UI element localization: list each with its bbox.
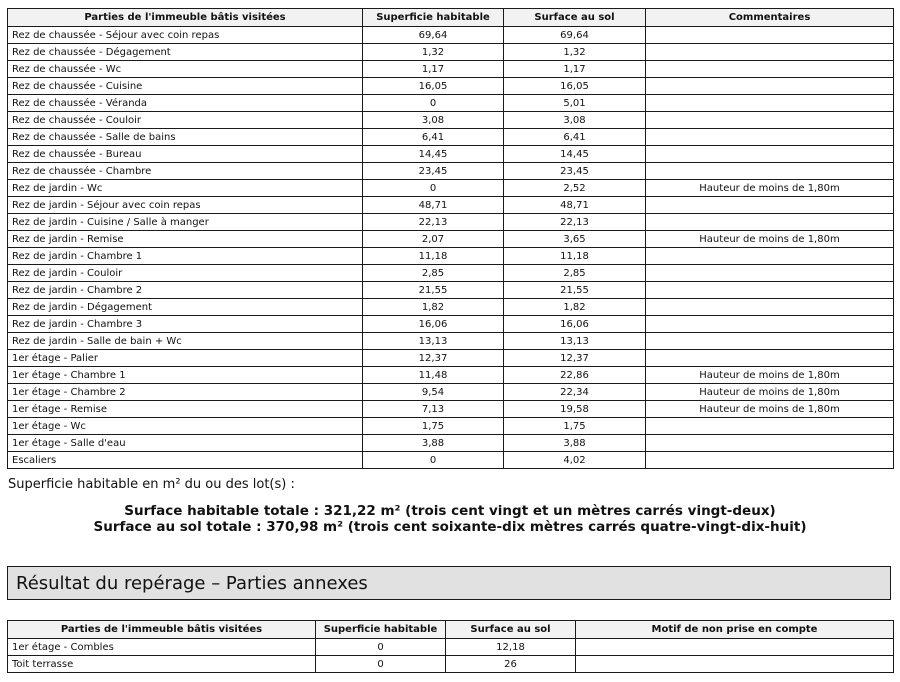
cell-superficie-habitable: 6,41: [363, 129, 504, 146]
cell-superficie-habitable: 3,08: [363, 112, 504, 129]
cell-surface-au-sol: 22,13: [504, 214, 646, 231]
table-row: [8, 367, 894, 384]
cell-superficie-habitable: 7,13: [363, 401, 504, 418]
table-row: [8, 44, 894, 61]
cell-surface-au-sol: 1,17: [504, 61, 646, 78]
cell-commentaire: [646, 316, 894, 333]
table-row: [8, 61, 894, 78]
cell-partie: 1er étage - Chambre 2: [8, 384, 363, 401]
cell-superficie-habitable: 22,13: [363, 214, 504, 231]
total-sol: Surface au sol totale : 370,98 m² (trois cent soixante-dix mètres carrés quatre-vingt-dix-huit): [93, 519, 807, 535]
header-commentaires: Commentaires: [646, 9, 894, 27]
cell-partie: Rez de chaussée - Séjour avec coin repas: [8, 27, 363, 44]
cell-surface-au-sol: 12,37: [504, 350, 646, 367]
cell-partie: Rez de chaussée - Wc: [8, 61, 363, 78]
cell-partie: Rez de jardin - Séjour avec coin repas: [8, 197, 363, 214]
table-row: [8, 27, 894, 44]
cell-surface-au-sol: 16,05: [504, 78, 646, 95]
cell-commentaire: [646, 197, 894, 214]
cell-commentaire: [646, 163, 894, 180]
cell-superficie-habitable: 1,17: [363, 61, 504, 78]
cell-partie: Rez de chaussée - Salle de bains: [8, 129, 363, 146]
cell-surface-au-sol: 16,06: [504, 316, 646, 333]
surface-table-body: [8, 27, 894, 469]
cell-motif: [576, 639, 894, 656]
cell-commentaire: [646, 248, 894, 265]
cell-partie: 1er étage - Combles: [8, 639, 316, 656]
cell-commentaire: [646, 95, 894, 112]
cell-commentaire: Hauteur de moins de 1,80m: [646, 401, 894, 418]
cell-superficie-habitable: 48,71: [363, 197, 504, 214]
cell-surface-au-sol: 1,75: [504, 418, 646, 435]
cell-commentaire: [646, 129, 894, 146]
cell-superficie-habitable: 23,45: [363, 163, 504, 180]
cell-surface-au-sol: 22,86: [504, 367, 646, 384]
cell-superficie-habitable: 12,37: [363, 350, 504, 367]
table-row: [8, 350, 894, 367]
cell-superficie-habitable: 13,13: [363, 333, 504, 350]
cell-superficie-habitable: 0: [363, 180, 504, 197]
cell-superficie-habitable: 21,55: [363, 282, 504, 299]
table-row: [8, 197, 894, 214]
annex-header-row: [8, 621, 894, 639]
annex-header-motif: Motif de non prise en compte: [576, 621, 894, 639]
cell-superficie-habitable: 0: [316, 639, 446, 656]
cell-partie: 1er étage - Salle d'eau: [8, 435, 363, 452]
cell-surface-au-sol: 48,71: [504, 197, 646, 214]
header-parties: Parties de l'immeuble bâtis visitées: [8, 9, 363, 27]
cell-commentaire: [646, 435, 894, 452]
cell-partie: Rez de jardin - Chambre 1: [8, 248, 363, 265]
cell-partie: Rez de jardin - Dégagement: [8, 299, 363, 316]
cell-commentaire: [646, 27, 894, 44]
table-row: [8, 418, 894, 435]
cell-surface-au-sol: 23,45: [504, 163, 646, 180]
cell-partie: Rez de jardin - Chambre 2: [8, 282, 363, 299]
cell-partie: Rez de jardin - Salle de bain + Wc: [8, 333, 363, 350]
cell-commentaire: [646, 78, 894, 95]
table-row: [8, 146, 894, 163]
cell-commentaire: [646, 350, 894, 367]
cell-superficie-habitable: 9,54: [363, 384, 504, 401]
cell-commentaire: [646, 452, 894, 469]
cell-partie: Rez de chaussée - Dégagement: [8, 44, 363, 61]
cell-surface-au-sol: 5,01: [504, 95, 646, 112]
cell-surface-au-sol: 19,58: [504, 401, 646, 418]
cell-surface-au-sol: 6,41: [504, 129, 646, 146]
cell-superficie-habitable: 0: [363, 95, 504, 112]
cell-surface-au-sol: 69,64: [504, 27, 646, 44]
table-row: [8, 452, 894, 469]
cell-superficie-habitable: 3,88: [363, 435, 504, 452]
cell-surface-au-sol: 4,02: [504, 452, 646, 469]
cell-commentaire: [646, 112, 894, 129]
cell-surface-au-sol: 13,13: [504, 333, 646, 350]
cell-superficie-habitable: 2,85: [363, 265, 504, 282]
cell-surface-au-sol: 3,88: [504, 435, 646, 452]
table-row: [8, 299, 894, 316]
cell-superficie-habitable: 16,05: [363, 78, 504, 95]
table-row: [8, 265, 894, 282]
table-row: [8, 384, 894, 401]
total-habitable: Surface habitable totale : 321,22 m² (trois cent vingt et un mètres carrés vingt-deux): [124, 503, 776, 519]
cell-partie: Escaliers: [8, 452, 363, 469]
cell-partie: Rez de jardin - Cuisine / Salle à manger: [8, 214, 363, 231]
table-row: [8, 333, 894, 350]
table-row: [8, 112, 894, 129]
cell-partie: Rez de jardin - Couloir: [8, 265, 363, 282]
cell-superficie-habitable: 0: [363, 452, 504, 469]
cell-partie: Rez de chaussée - Véranda: [8, 95, 363, 112]
cell-partie: Toit terrasse: [8, 656, 316, 673]
annex-header-superficie-habitable: Superficie habitable: [316, 621, 446, 639]
cell-superficie-habitable: 1,82: [363, 299, 504, 316]
cell-surface-au-sol: 26: [446, 656, 576, 673]
header-superficie-habitable: Superficie habitable: [363, 9, 504, 27]
cell-commentaire: [646, 44, 894, 61]
cell-superficie-habitable: 1,32: [363, 44, 504, 61]
cell-partie: Rez de chaussée - Couloir: [8, 112, 363, 129]
cell-commentaire: [646, 333, 894, 350]
cell-commentaire: [646, 282, 894, 299]
cell-commentaire: Hauteur de moins de 1,80m: [646, 231, 894, 248]
cell-superficie-habitable: 69,64: [363, 27, 504, 44]
table-row: [8, 163, 894, 180]
cell-superficie-habitable: 11,48: [363, 367, 504, 384]
cell-surface-au-sol: 21,55: [504, 282, 646, 299]
annex-table: [7, 620, 894, 673]
cell-partie: 1er étage - Wc: [8, 418, 363, 435]
table-row: [8, 435, 894, 452]
cell-surface-au-sol: 22,34: [504, 384, 646, 401]
cell-motif: [576, 656, 894, 673]
annex-row: [8, 639, 894, 656]
table-row: [8, 231, 894, 248]
table-row: [8, 95, 894, 112]
cell-surface-au-sol: 2,52: [504, 180, 646, 197]
header-surface-au-sol: Surface au sol: [504, 9, 646, 27]
cell-partie: Rez de jardin - Remise: [8, 231, 363, 248]
annex-table-body: [8, 639, 894, 673]
cell-superficie-habitable: 14,45: [363, 146, 504, 163]
table-row: [8, 248, 894, 265]
cell-surface-au-sol: 1,82: [504, 299, 646, 316]
cell-partie: Rez de chaussée - Chambre: [8, 163, 363, 180]
table-row: [8, 282, 894, 299]
cell-commentaire: [646, 265, 894, 282]
cell-partie: Rez de jardin - Chambre 3: [8, 316, 363, 333]
annex-row: [8, 656, 894, 673]
cell-commentaire: Hauteur de moins de 1,80m: [646, 180, 894, 197]
table-header-row: [8, 9, 894, 27]
surface-table: [7, 8, 894, 469]
annex-header-parties: Parties de l'immeuble bâtis visitées: [8, 621, 316, 639]
cell-superficie-habitable: 11,18: [363, 248, 504, 265]
cell-partie: Rez de chaussée - Cuisine: [8, 78, 363, 95]
table-row: [8, 180, 894, 197]
cell-commentaire: [646, 146, 894, 163]
cell-partie: 1er étage - Chambre 1: [8, 367, 363, 384]
cell-surface-au-sol: 1,32: [504, 44, 646, 61]
cell-commentaire: Hauteur de moins de 1,80m: [646, 384, 894, 401]
cell-commentaire: [646, 299, 894, 316]
cell-surface-au-sol: 11,18: [504, 248, 646, 265]
cell-partie: Rez de jardin - Wc: [8, 180, 363, 197]
cell-superficie-habitable: 1,75: [363, 418, 504, 435]
table-row: [8, 401, 894, 418]
cell-superficie-habitable: 16,06: [363, 316, 504, 333]
cell-surface-au-sol: 2,85: [504, 265, 646, 282]
cell-superficie-habitable: 2,07: [363, 231, 504, 248]
table-row: [8, 129, 894, 146]
cell-partie: 1er étage - Palier: [8, 350, 363, 367]
cell-surface-au-sol: 14,45: [504, 146, 646, 163]
cell-surface-au-sol: 12,18: [446, 639, 576, 656]
cell-superficie-habitable: 0: [316, 656, 446, 673]
cell-commentaire: Hauteur de moins de 1,80m: [646, 367, 894, 384]
table-row: [8, 214, 894, 231]
cell-surface-au-sol: 3,65: [504, 231, 646, 248]
annex-header-surface-au-sol: Surface au sol: [446, 621, 576, 639]
cell-surface-au-sol: 3,08: [504, 112, 646, 129]
totals-block: [0, 503, 900, 535]
cell-partie: Rez de chaussée - Bureau: [8, 146, 363, 163]
cell-commentaire: [646, 214, 894, 231]
table-row: [8, 78, 894, 95]
summary-label: Superficie habitable en m² du ou des lot(s) :: [8, 477, 295, 492]
annex-section-title: Résultat du repérage – Parties annexes: [7, 566, 891, 600]
cell-partie: 1er étage - Remise: [8, 401, 363, 418]
cell-commentaire: [646, 61, 894, 78]
cell-commentaire: [646, 418, 894, 435]
table-row: [8, 316, 894, 333]
